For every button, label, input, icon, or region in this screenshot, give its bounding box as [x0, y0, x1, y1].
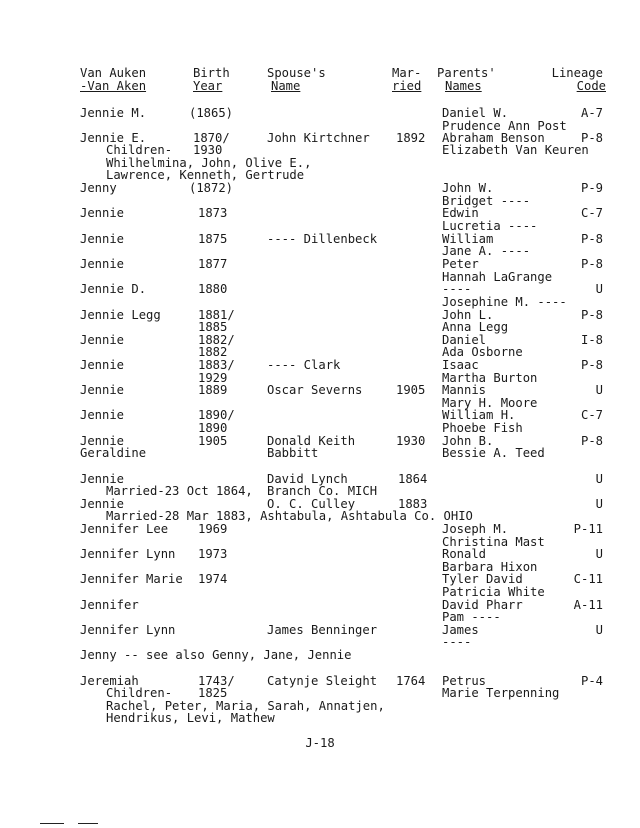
entry-birth: 1889 — [198, 383, 228, 397]
entry-birth: 1905 — [198, 434, 228, 448]
entry-parent2: Mary H. Moore — [442, 396, 538, 410]
entry-parent2: Bridget ---- — [442, 194, 531, 208]
entry-parent2: Phoebe Fish — [442, 421, 523, 435]
entry-death: 1890 — [198, 421, 228, 435]
header-parents-names: Names — [445, 79, 482, 93]
entry-spouse: Oscar Severns — [267, 383, 363, 397]
entry-married: 1892 — [396, 131, 426, 145]
entry-code: A-7 — [580, 106, 603, 120]
entry-birth: (1872) — [189, 181, 234, 195]
entry-children-label: Children- — [106, 686, 173, 700]
entry-code: A-11 — [573, 598, 603, 612]
entry-parent2: Lucretia ---- — [442, 219, 538, 233]
entry-code: P-9 — [580, 181, 603, 195]
header-year: Year — [193, 79, 223, 93]
entry-parent2: ---- — [442, 635, 472, 649]
entry-code: P-11 — [573, 522, 603, 536]
entry-birth: 1743/ — [198, 674, 235, 688]
entry-birth: 1873 — [198, 206, 228, 220]
entry-death: 1930 — [193, 143, 223, 157]
entry-name: Jennie — [80, 257, 125, 271]
entry-name: Jeremiah — [80, 674, 139, 688]
entry-parent1: Daniel W. — [442, 106, 509, 120]
entry-name: Jennie — [80, 333, 125, 347]
entry-birth: 1877 — [198, 257, 228, 271]
header-lineage: Lineage — [551, 66, 603, 80]
entry-parent2: Ada Osborne — [442, 345, 523, 359]
entry-note: Married-23 Oct 1864, — [106, 484, 253, 498]
entry-name: Jennifer Lee — [80, 522, 169, 536]
header-parents: Parents' — [437, 66, 496, 80]
header-married: Mar- — [392, 66, 422, 80]
entry-parent2: Pam ---- — [442, 610, 501, 624]
entry-parent2: Barbara Hixon — [442, 560, 538, 574]
entry-birth: 1974 — [198, 572, 228, 586]
entry-name: Jennie — [80, 408, 125, 422]
entry-children-label: Children- — [106, 143, 173, 157]
entry-parent1: James — [442, 623, 479, 637]
header-spouse-name: Name — [271, 79, 301, 93]
entry-code: I-8 — [580, 333, 603, 347]
entry-parent1: Tyler David — [442, 572, 523, 586]
entry-code: C-7 — [580, 408, 603, 422]
entry-code: U — [595, 472, 603, 486]
entry-death: 1825 — [198, 686, 228, 700]
entry-parent2: Hannah LaGrange — [442, 270, 553, 284]
entry-parent2: Prudence Ann Post — [442, 119, 567, 133]
entry-parent1: William H. — [442, 408, 516, 422]
entry-name: Jennifer — [80, 598, 139, 612]
header-surname: Van Auken — [80, 66, 147, 80]
entry-code: P-4 — [580, 674, 603, 688]
entry-children: Lawrence, Kenneth, Gertrude — [106, 168, 305, 182]
entry-married: 1864 — [398, 472, 428, 486]
entry-name: Jennifer Lynn — [80, 623, 176, 637]
entry-parent1: ---- — [442, 282, 472, 296]
entry-spouse-2: Branch Co. MICH — [267, 484, 378, 498]
entry-parent1: William — [442, 232, 494, 246]
entry-name: Jennie — [80, 497, 125, 511]
entry-name: Jennie — [80, 232, 125, 246]
entry-parent2: Bessie A. Teed — [442, 446, 545, 460]
see-also-text: Jenny -- see also Genny, Jane, Jennie — [80, 648, 352, 662]
entry-spouse: Catynje Sleight — [267, 674, 378, 688]
entry-name: Jennie — [80, 358, 125, 372]
entry-name: Jennie E. — [80, 131, 147, 145]
entry-parent1: David Pharr — [442, 598, 523, 612]
entry-code: U — [595, 547, 603, 561]
entry-married: 1764 — [396, 674, 426, 688]
entry-spouse: Donald Keith — [267, 434, 356, 448]
entry-parent2: Jane A. ---- — [442, 244, 531, 258]
scan-mark — [40, 823, 64, 824]
entry-married: 1905 — [396, 383, 426, 397]
entry-death: 1882 — [198, 345, 228, 359]
entry-parent1: Ronald — [442, 547, 487, 561]
entry-code: C-11 — [573, 572, 603, 586]
entry-parent2: Elizabeth Van Keuren — [442, 143, 589, 157]
entry-name: Jenny — [80, 181, 117, 195]
entry-birth: 1870/ — [193, 131, 230, 145]
entry-code: P-8 — [580, 434, 603, 448]
entry-birth: 1875 — [198, 232, 228, 246]
entry-birth: 1883/ — [198, 358, 235, 372]
entry-birth: (1865) — [189, 106, 234, 120]
entry-code: P-8 — [580, 232, 603, 246]
entry-code: U — [595, 497, 603, 511]
entry-code: U — [595, 383, 603, 397]
entry-birth: 1882/ — [198, 333, 235, 347]
entry-name: Jennie — [80, 206, 125, 220]
entry-code: U — [595, 623, 603, 637]
entry-spouse: David Lynch — [267, 472, 348, 486]
entry-spouse: ---- Dillenbeck — [267, 232, 378, 246]
entry-death: 1929 — [198, 371, 228, 385]
entry-parent2: Christina Mast — [442, 535, 545, 549]
header-birth: Birth — [193, 66, 230, 80]
entry-name: Jennie Legg — [80, 308, 161, 322]
entry-death: 1885 — [198, 320, 228, 334]
entry-spouse-2: Babbitt — [267, 446, 319, 460]
entry-spouse: John Kirtchner — [267, 131, 370, 145]
entry-name: Jennie D. — [80, 282, 147, 296]
entry-parent2: Anna Legg — [442, 320, 509, 334]
entry-birth: 1881/ — [198, 308, 235, 322]
entry-name: Jennie — [80, 383, 125, 397]
entry-parent1: Peter — [442, 257, 479, 271]
entry-parent1: Edwin — [442, 206, 479, 220]
entry-birth: 1973 — [198, 547, 228, 561]
entry-parent2: Patricia White — [442, 585, 545, 599]
scan-mark — [78, 823, 98, 824]
entry-parent1: Isaac — [442, 358, 479, 372]
entry-name: Jennie — [80, 434, 125, 448]
entry-children: Hendrikus, Levi, Mathew — [106, 711, 275, 725]
entry-parent1: Joseph M. — [442, 522, 509, 536]
entry-spouse: ---- Clark — [267, 358, 341, 372]
entry-parent1: Mannis — [442, 383, 487, 397]
entry-parent2: Marie Terpenning — [442, 686, 560, 700]
entry-birth: 1880 — [198, 282, 228, 296]
entry-parent1: Petrus — [442, 674, 487, 688]
entry-name-2: Geraldine — [80, 446, 147, 460]
entry-code: C-7 — [580, 206, 603, 220]
header-married-2: ried — [392, 79, 422, 93]
entry-name: Jennifer Lynn — [80, 547, 176, 561]
entry-code: P-8 — [580, 308, 603, 322]
entry-parent1: John B. — [442, 434, 494, 448]
page-number: J-18 — [305, 736, 335, 750]
entry-name: Jennifer Marie — [80, 572, 183, 586]
header-code: Code — [576, 79, 606, 93]
entry-birth: 1890/ — [198, 408, 235, 422]
entry-parent1: John L. — [442, 308, 494, 322]
entry-code: U — [595, 282, 603, 296]
entry-code: P-8 — [580, 257, 603, 271]
header-surname-alt: -Van Aken — [80, 79, 147, 93]
entry-parent1: Abraham Benson — [442, 131, 545, 145]
entry-parent1: Daniel — [442, 333, 487, 347]
entry-spouse: O. C. Culley — [267, 497, 356, 511]
entry-children: Rachel, Peter, Maria, Sarah, Annatjen, — [106, 699, 385, 713]
entry-note: Married-28 Mar 1883, Ashtabula, Ashtabula Co. OHIO — [106, 509, 473, 523]
entry-parent2: Josephine M. ---- — [442, 295, 567, 309]
entry-married: 1883 — [398, 497, 428, 511]
entry-code: P-8 — [580, 131, 603, 145]
entry-code: P-8 — [580, 358, 603, 372]
entry-children: Whilhelmina, John, Olive E., — [106, 156, 312, 170]
entry-spouse: James Benninger — [267, 623, 378, 637]
entry-parent1: John W. — [442, 181, 494, 195]
entry-birth: 1969 — [198, 522, 228, 536]
entry-married: 1930 — [396, 434, 426, 448]
entry-name: Jennie — [80, 472, 125, 486]
entry-parent2: Martha Burton — [442, 371, 538, 385]
header-spouse: Spouse's — [267, 66, 326, 80]
entry-name: Jennie M. — [80, 106, 147, 120]
